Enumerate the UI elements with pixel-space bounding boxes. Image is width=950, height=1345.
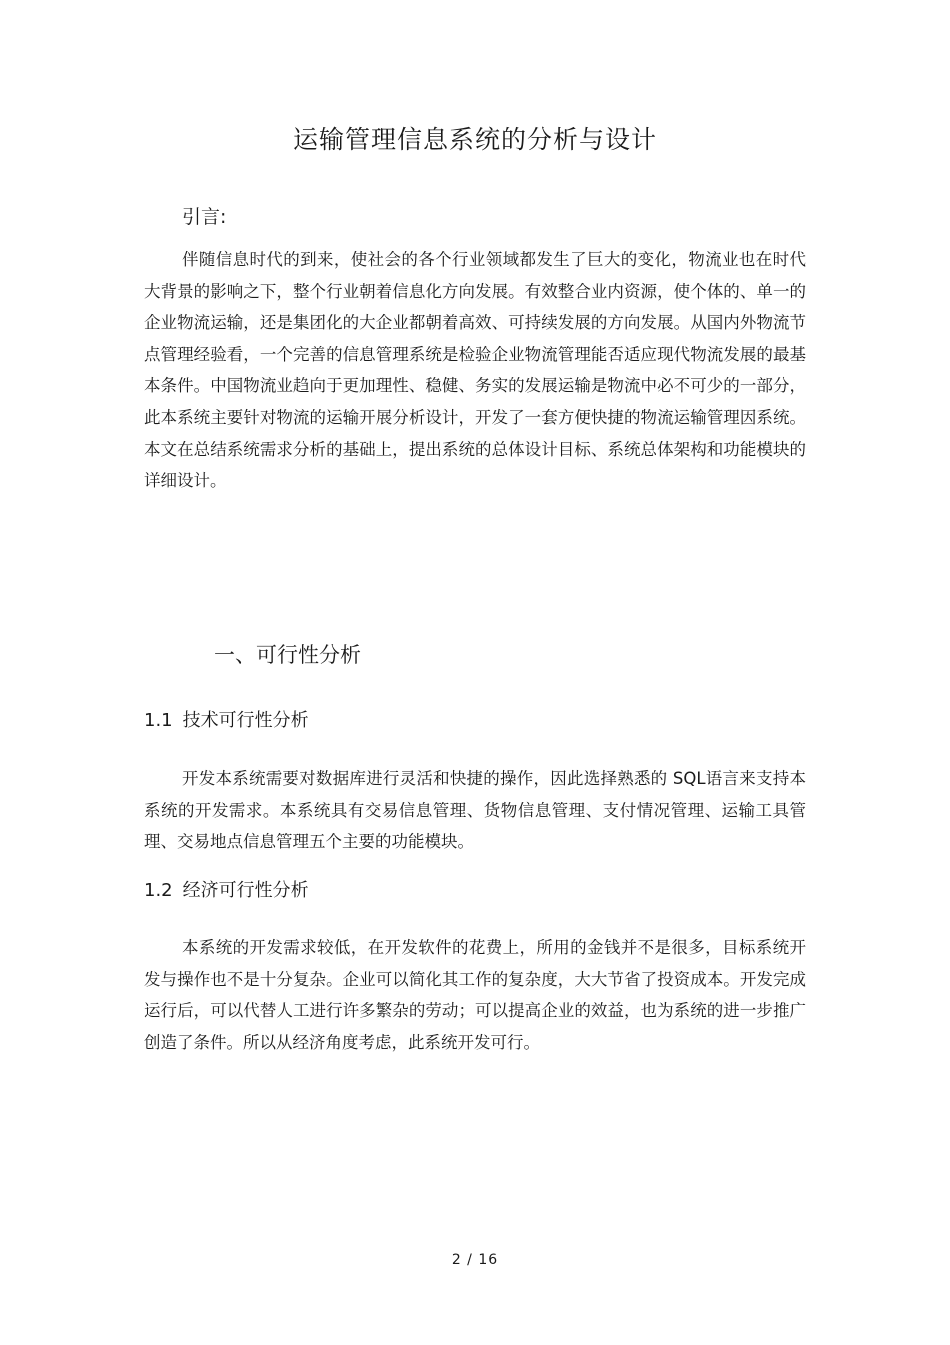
subsection-heading-economic: [144, 876, 309, 906]
intro-paragraph: 伴随信息时代的到来，使社会的各个行业领域都发生了巨大的变化，物流业也在时代大背景的影响之下，整个行业朝着信息化方向发展。有效整合业内资源，使个体的、单一的企业物流运输，还是集团化的大企业都朝着高效、可持续发展的方向发展。从国内外物流节点管理经验看，一个完善的信息管理系统是检验企业物流管理能否适应现代物流发展的最基本条件。中国物流业趋向于更加理性、稳健、务实的发展运输是物流中必不可少的一部分，此本系统主要针对物流的运输开展分析设计，开发了一套方便快捷的物流运输管理因系统。本文在总结系统需求分析的基础上，提出系统的总体设计目标、系统总体架构和功能模块的详细设计。: [144, 250, 806, 491]
subsection-title: 技术可行性分析: [182, 710, 309, 731]
document-title: 运输管理信息系统的分析与设计: [292, 125, 657, 154]
technical-paragraph: 开发本系统需要对数据库进行灵活和快捷的操作，因此选择熟悉的 SQL语言来支持本系统的开发需求。本系统具有交易信息管理、货物信息管理、支付情况管理、运输工具管理、交易地点信息管理五个主要的功能模块。: [144, 769, 806, 852]
intro-label: 引言:: [182, 206, 227, 228]
subsection-number: 1.2: [144, 880, 173, 901]
page-number: 2 / 16: [451, 1252, 499, 1268]
subsection-number: 1.1: [144, 710, 173, 731]
economic-paragraph: 本系统的开发需求较低，在开发软件的花费上，所用的金钱并不是很多，目标系统开发与操作也不是十分复杂。企业可以简化其工作的复杂度，大大节省了投资成本。开发完成运行后，可以代替人工进行许多繁杂的劳动；可以提高企业的效益，也为系统的进一步推广创造了条件。所以从经济角度考虑，此系统开发可行。: [144, 938, 806, 1052]
section-heading-feasibility: 一、可行性分析: [214, 643, 361, 667]
subsection-title: 经济可行性分析: [182, 880, 309, 901]
subsection-heading-technical: [144, 706, 309, 736]
